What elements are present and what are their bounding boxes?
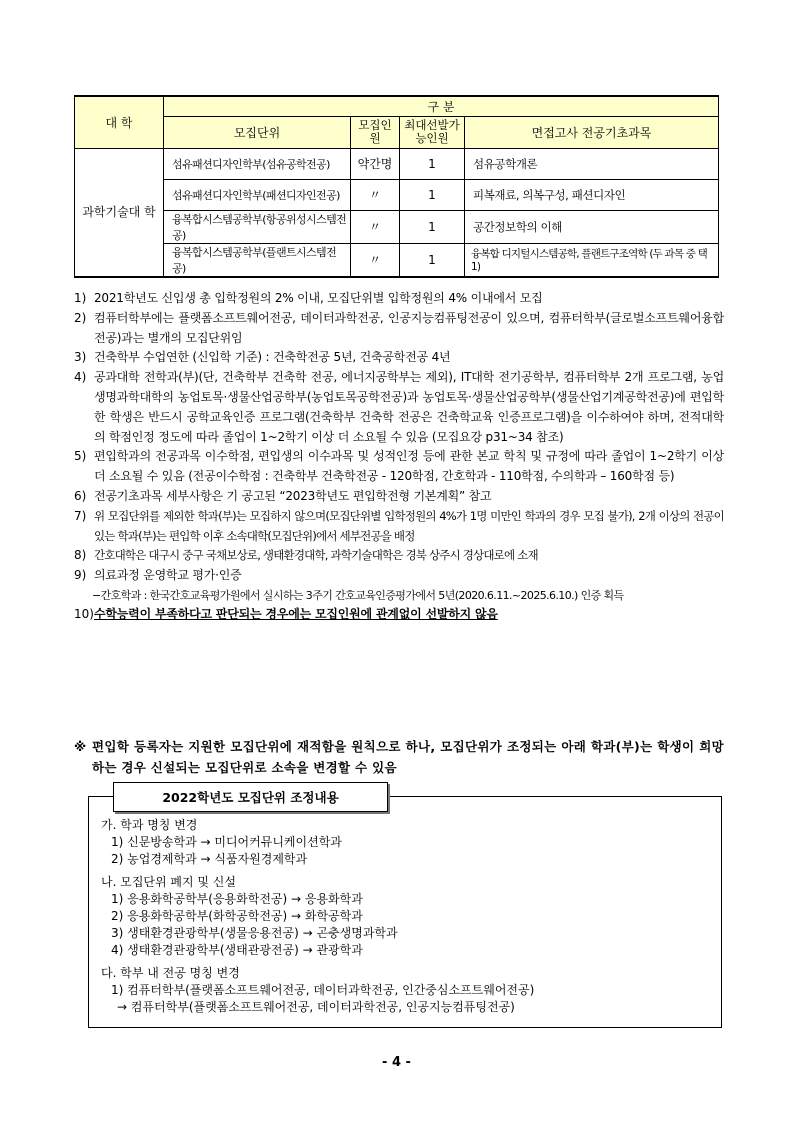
row-max: 1: [400, 148, 465, 179]
row-subject: 융복합 디지털시스템공학, 플랜트구조역학 (두 과목 중 택1): [465, 243, 719, 277]
note-item: 4) 공과대학 전학과(부)(단, 건축학부 건축학 전공, 에너지공학부는 제외), IT대학 전기공학부, 컴퓨터학부 2개 프로그램, 농업생명과학대학의 농업토목·생물산업공학부(농업토목공학전공)과 농업토목·생물산업공학부(생물산업기계공학전공)에 편입학한 학생은 반드시 공학교육인증 프로그램(건축학부 건축학 전공은 건축학교육 인증프로그램)을 이수하여야 하며, 전적대학의 학점인정 정도에 따라 졸업이 1~2학기 이상 더 소요될 수 있음 (모집요강 p31~34 참조): [74, 370, 724, 444]
notes-list: [74, 289, 724, 625]
row-count: 〃: [351, 179, 400, 210]
row-subject: 공간정보학의 이해: [465, 210, 719, 243]
section-title: 다. 학부 내 전공 명칭 변경: [101, 966, 240, 980]
row-subject: 섬유공학개론: [465, 148, 719, 179]
section-title: 가. 학과 명칭 변경: [101, 818, 198, 832]
adjustment-box-title: 2022학년도 모집단위 조정내용: [113, 782, 388, 812]
header-subject: 면접고사 전공기초과목: [465, 116, 719, 148]
note-item: 2) 컴퓨터학부에는 플랫폼소프트웨어전공, 데이터과학전공, 인공지능컴퓨팅전공이 있으며, 컴퓨터학부(글로벌소프트웨어융합전공)과는 별개의 모집단위임: [74, 310, 724, 345]
list-item: 1) 신문방송학과 → 미디어커뮤니케이션학과: [111, 835, 342, 849]
list-item: 3) 생태환경관광학부(생물응용전공) → 곤충생명과학과: [111, 926, 398, 940]
adjustment-body: [101, 817, 711, 1016]
header-university: 대 학: [75, 96, 164, 148]
note-item: 8) 간호대학은 대구시 중구 국채보상로, 생태환경대학, 과학기술대학은 경북 상주시 경상대로에 소재: [74, 548, 538, 563]
list-item: 4) 생태환경관광학부(생태관광전공) → 관광학과: [111, 943, 363, 957]
row-max: 1: [400, 243, 465, 277]
note-item: 3) 건축학부 수업연한 (신입학 기준) : 건축학전공 5년, 건축공학전공 4년: [74, 350, 451, 365]
note-item: 6) 전공기초과목 세부사항은 기 공고된 “2023학년도 편입학전형 기본계획” 참고: [74, 488, 492, 503]
adjustment-box: [88, 796, 722, 1028]
section-title: 나. 모집단위 폐지 및 신설: [101, 875, 236, 889]
note-item: 5) 편입학과의 전공과목 이수학점, 편입생의 이수과목 및 성적인정 등에 관한 본교 학칙 및 규정에 따라 졸업이 1~2학기 이상 더 소요될 수 있음 (전공이수학점 : 건축학부 건축학전공 - 120학점, 간호학과 - 110학점, 수의학과 – 160학점 등): [74, 449, 724, 484]
row-unit: 섬유패션디자인학부(섬유공학전공): [164, 148, 351, 179]
page-number: - 4 -: [382, 1055, 411, 1070]
header-unit: 모집단위: [164, 116, 351, 148]
list-item: 1) 응용화학공학부(응용화학전공) → 응용화학과: [111, 892, 363, 906]
note-item: 10) 수학능력이 부족하다고 판단되는 경우에는 모집인원에 관계없이 선발하지 않음: [74, 606, 498, 621]
row-unit: 융복합시스템공학부(항공위성시스템전공): [164, 210, 351, 243]
reference-mark: ※: [74, 739, 87, 754]
row-max: 1: [400, 179, 465, 210]
row-count: 〃: [351, 243, 400, 277]
row-max: 1: [400, 210, 465, 243]
college-name: 과학기술대 학: [75, 148, 164, 277]
recruitment-table: [74, 95, 719, 278]
notice-text: 편입학 등록자는 지원한 모집단위에 재적함을 원칙으로 하나, 모집단위가 조정되는 아래 학과(부)는 학생이 희망하는 경우 신설되는 모집단위로 소속을 변경할 수 있음: [92, 739, 724, 775]
note9-subline: −간호학과 : 한국간호교육평가원에서 실시하는 3주기 간호교육인증평가에서 5년(2020.6.11.~2025.6.10.) 인증 획득: [92, 588, 624, 602]
note-item: 7) 위 모집단위를 제외한 학과(부)는 모집하지 않으며(모집단위별 입학정원의 4%가 1명 미만인 학과의 경우 모집 불가), 2개 이상의 전공이 있는 학과(부)는 편입학 이후 소속대학(모집단위)에서 세부전공을 배정: [74, 508, 724, 543]
note-item: 1) 2021학년도 신입생 총 입학정원의 2% 이내, 모집단위별 입학정원의 4% 이내에서 모집: [74, 291, 543, 305]
row-unit: 융복합시스템공학부(플랜트시스템전공): [164, 243, 351, 277]
list-item: 2) 농업경제학과 → 식품자원경제학과: [111, 852, 308, 866]
row-count: 약간명: [351, 148, 400, 179]
note-item: 9) 의료과정 운영학교 평가·인증: [74, 568, 242, 583]
list-item: 2) 응용화학공학부(화학공학전공) → 화학공학과: [111, 909, 363, 923]
row-subject: 피복재료, 의복구성, 패션디자인: [465, 179, 719, 210]
list-item: → 컴퓨터학부(플랫폼소프트웨어전공, 데이터과학전공, 인공지능컴퓨팅전공): [117, 1000, 515, 1014]
header-category: 구 분: [164, 96, 719, 116]
list-item: 1) 컴퓨터학부(플랫폼소프트웨어전공, 데이터과학전공, 인간중심소프트웨어전공): [111, 983, 535, 997]
header-recruit-count: 모집인원: [351, 116, 400, 148]
row-unit: 섬유패션디자인학부(패션디자인전공): [164, 179, 351, 210]
header-max-select: 최대선발가능인원: [400, 116, 465, 148]
notice-paragraph: [74, 737, 724, 778]
row-count: 〃: [351, 210, 400, 243]
